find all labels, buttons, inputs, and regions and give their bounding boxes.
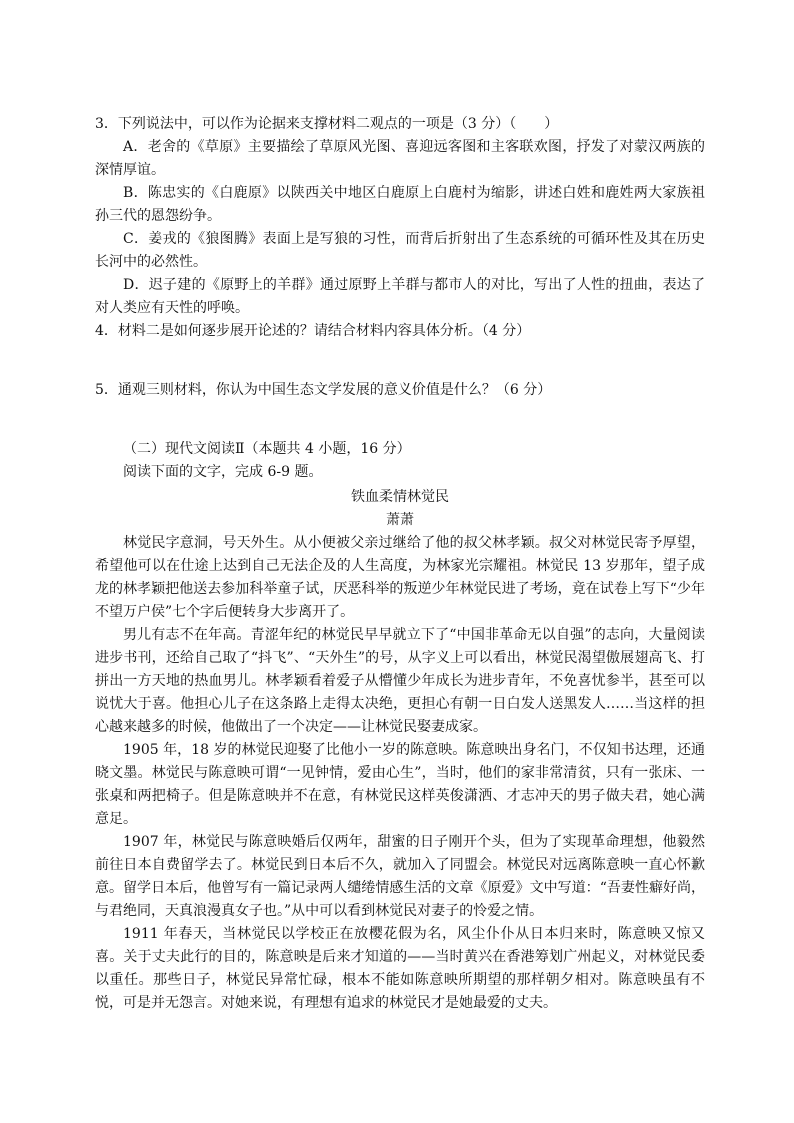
section-heading: （二）现代文阅读Ⅱ（本题共 4 小题，16 分） <box>123 441 411 457</box>
answer-space <box>95 402 705 438</box>
article-title: 铁血柔情林觉民 <box>351 489 449 505</box>
section-instruction: 阅读下面的文字，完成 6-9 题。 <box>123 464 323 480</box>
article-paragraph: 1905 年，18 岁的林觉民迎娶了比他小一岁的陈意映。陈意映出身名门，不仅知书达理，还通晓文墨。林觉民与陈意映可谓“一见钟情，爱由心生”，当时，他们的家非常清贫，只有一张床、一张桌和两把椅子。但是陈意映并不在意，有林觉民这样英俊潇洒、才志冲天的男子做夫君，她心满意足。 <box>95 742 705 827</box>
article-paragraph: 1907 年，林觉民与陈意映婚后仅两年，甜蜜的日子刚开个头，但为了实现革命理想，他毅然前往日本自费留学去了。林觉民到日本后不久，就加入了同盟会。林觉民对远离陈意映一直心怀歉意。留学日本后，他曾写有一篇记录两人缱绻情感生活的文章《原爱》文中写道：“吾妻性癖好尚，与君绝同，天真浪漫真女子也。”从中可以看到林觉民对妻子的怜爱之情。 <box>95 834 705 919</box>
question-3-option-b: B．陈忠实的《白鹿原》以陕西关中地区白鹿原上白鹿村为缩影，讲述白姓和鹿姓两大家族祖孙三代的恩怨纷争。 <box>95 185 705 224</box>
article-paragraph: 林觉民字意洞，号天外生。从小便被父亲过继给了他的叔父林孝颖。叔父对林觉民寄予厚望，希望他可以在仕途上达到自己无法企及的人生高度，为林家光宗耀祖。林觉民 13 岁那年，望子成龙的林孝颖把他送去参加科举童子试，厌恶科举的叛逆少年林觉民进了考场，竟在试卷上写下“少年不望万户侯”七个字后便转身大步离开了。 <box>95 535 705 620</box>
question-3-option-c: C．姜戎的《狼图腾》表面上是写狼的习性，而背后折射出了生态系统的可循环性及其在历史长河中的必然性。 <box>95 231 705 270</box>
question-3-option-d: D．迟子建的《原野上的羊群》通过原野上羊群与都市人的对比，写出了人性的扭曲，表达了对人类应有天性的呼唤。 <box>95 277 705 316</box>
question-5: 5．通观三则材料，你认为中国生态文学发展的意义价值是什么？（6 分） <box>95 382 552 398</box>
question-3-stem: 3．下列说法中，可以作为论据来支撑材料二观点的一项是（3 分）（ ） <box>95 116 559 132</box>
article-paragraph: 1911 年春天，当林觉民以学校正在放樱花假为名，风尘仆仆从日本归来时，陈意映又惊又喜。关于丈夫此行的目的，陈意映是后来才知道的——当时黄兴在香港筹划广州起义，对林觉民委以重任。那些日子，林觉民异常忙碌，根本不能如陈意映所期望的那样朝夕相对。陈意映虽有不悦，可是并无怨言。对她来说，有理想有追求的林觉民才是她最爱的丈夫。 <box>95 926 705 1011</box>
answer-space <box>95 343 705 379</box>
document-page <box>95 113 705 1015</box>
article-paragraph: 男儿有志不在年高。青涩年纪的林觉民早早就立下了“中国非革命无以自强”的志向，大量阅读进步书刊，还给自己取了“抖飞”、“天外生”的号，从字义上可以看出，林觉民渴望傲展翅高飞、打拼出一方天地的热血男儿。林孝颖看着爱子从懵懂少年成长为进步青年，不免喜忧参半，甚至可以说忧大于喜。他担心儿子在这条路上走得太决绝，更担心有朝一日白发人送黑发人……当这样的担心越来越多的时候，他做出了一个决定——让林觉民娶妻成家。 <box>95 627 705 735</box>
question-3-option-a: A．老舍的《草原》主要描绘了草原风光图、喜迎远客图和主客联欢图，抒发了对蒙汉两族的深情厚谊。 <box>95 139 705 178</box>
question-4: 4．材料二是如何逐步展开论述的？请结合材料内容具体分析。（4 分） <box>95 323 531 339</box>
article-author: 萧萧 <box>386 512 414 528</box>
